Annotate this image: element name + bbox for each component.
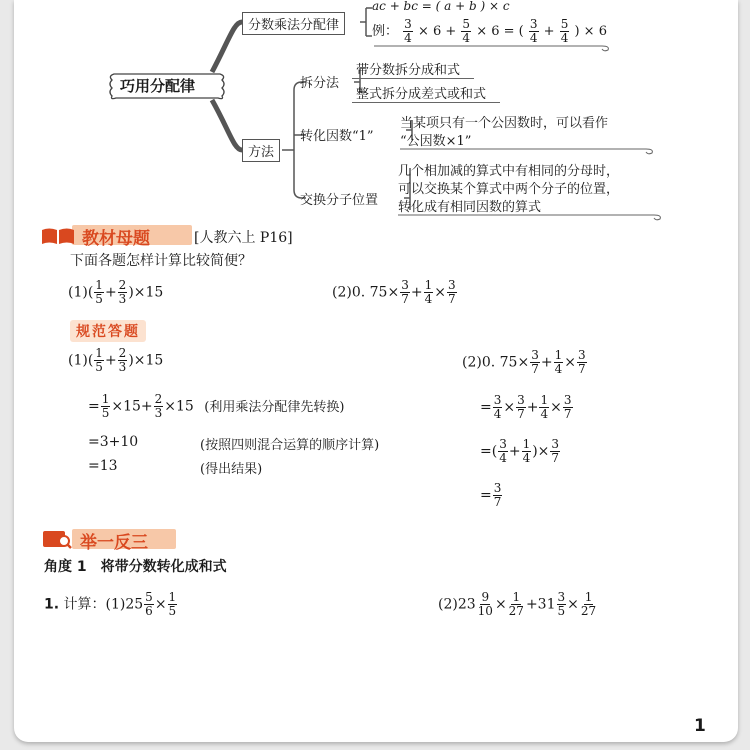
answer-1-line-4-note: (得出结果) — [200, 462, 263, 477]
example-text: × 6 + — [417, 24, 457, 39]
example-text: + — [543, 24, 555, 39]
fraction: $\frac{3}{4}$ — [404, 17, 412, 45]
page — [14, 0, 738, 742]
textbook-q1: (1)( $\frac{1}{5}$ + $\frac{2}{3}$ )×15 — [68, 278, 164, 306]
mindmap-center — [106, 72, 209, 99]
answer-label: 规范答题 — [70, 320, 146, 342]
method-split-b: 整式拆分成差式或和式 — [352, 83, 500, 103]
magnifier-book-icon — [42, 528, 74, 550]
method-swap-desc-1: 几个相加减的算式中有相同的分母时， — [398, 164, 620, 179]
method-split: 拆分法 — [300, 76, 340, 91]
example-text: × 6 = ( — [476, 24, 524, 39]
textbook-ref: [人教六上 P16] — [194, 230, 293, 246]
method-swap-desc-3: 转化成有相同因数的算式 — [398, 200, 542, 215]
answer-2-line-4: = $\frac{3}{7}$ — [480, 481, 502, 509]
textbook-question: 下面各题怎样计算比较简便？ — [70, 253, 252, 269]
mindmap-example — [372, 18, 607, 45]
practice-title: 举一反三 — [80, 533, 148, 553]
scroll-underline — [374, 44, 614, 52]
mindmap-branch-method: 方法 — [242, 139, 280, 162]
fraction: $\frac{5}{4}$ — [560, 17, 569, 45]
fraction: $\frac{5}{4}$ — [462, 17, 471, 45]
page-number: 1 — [694, 716, 706, 736]
answer-1-line-1: (1)( $\frac{1}{5}$ + $\frac{2}{3}$ )×15 — [68, 346, 164, 374]
mindmap-formula: ac + bc = ( a + b ) × c — [372, 0, 510, 13]
answer-1-line-4: =13 — [88, 458, 118, 474]
method-convert: 转化因数“1” — [300, 129, 374, 144]
answer-1-line-2: = $\frac{1}{5}$ ×15+ $\frac{2}{3}$ ×15 (利用乘法分配律先转换) — [88, 392, 345, 420]
scroll-underline — [398, 213, 668, 221]
answer-2-line-2: = $\frac{3}{4}$ × $\frac{3}{7}$ + $\frac{1}{4}$ × $\frac{3}{7}$ — [480, 393, 572, 421]
method-swap-desc-2: 可以交换某个算式中两个分子的位置， — [398, 182, 620, 197]
practice-q1: 1. 计算：(1)25 $\frac{5}{6}$ × $\frac{1}{5}$ — [44, 590, 177, 618]
mindmap-branch-top: 分数乘法分配律 — [242, 12, 345, 35]
method-split-a: 带分数拆分成和式 — [352, 59, 474, 79]
book-icon — [40, 226, 76, 246]
scroll-underline — [400, 147, 660, 155]
answer-2-line-3: =( $\frac{3}{4}$ + $\frac{1}{4}$ )× $\frac{3}{7}$ — [480, 437, 560, 465]
method-convert-desc-2: “公因数×1” — [400, 134, 472, 149]
textbook-title: 教材母题 — [82, 229, 150, 249]
fraction: $\frac{3}{4}$ — [529, 17, 538, 45]
method-convert-desc-1: 当某项只有一个公因数时，可以看作 — [400, 116, 609, 131]
answer-1-line-3: =3+10 — [88, 434, 139, 450]
practice-angle: 角度 1 将带分数转化成和式 — [44, 559, 227, 575]
answer-1-line-3-note: (按照四则混合运算的顺序计算) — [200, 438, 380, 453]
method-swap: 交换分子位置 — [300, 193, 379, 208]
textbook-q2: (2)0. 75× $\frac{3}{7}$ + $\frac{1}{4}$ × $\frac{3}{7}$ — [332, 278, 456, 306]
mindmap-center-label: 巧用分配律 — [120, 77, 196, 95]
example-prefix: 例： — [372, 24, 399, 39]
answer-2-line-1: (2)0. 75× $\frac{3}{7}$ + $\frac{1}{4}$ × $\frac{3}{7}$ — [462, 348, 586, 376]
practice-q2: (2)23 $\frac{9}{10}$ × $\frac{1}{27}$ +31 $\frac{3}{5}$ × $\frac{1}{27}$ — [438, 590, 597, 618]
example-text: ) × 6 — [574, 24, 607, 39]
